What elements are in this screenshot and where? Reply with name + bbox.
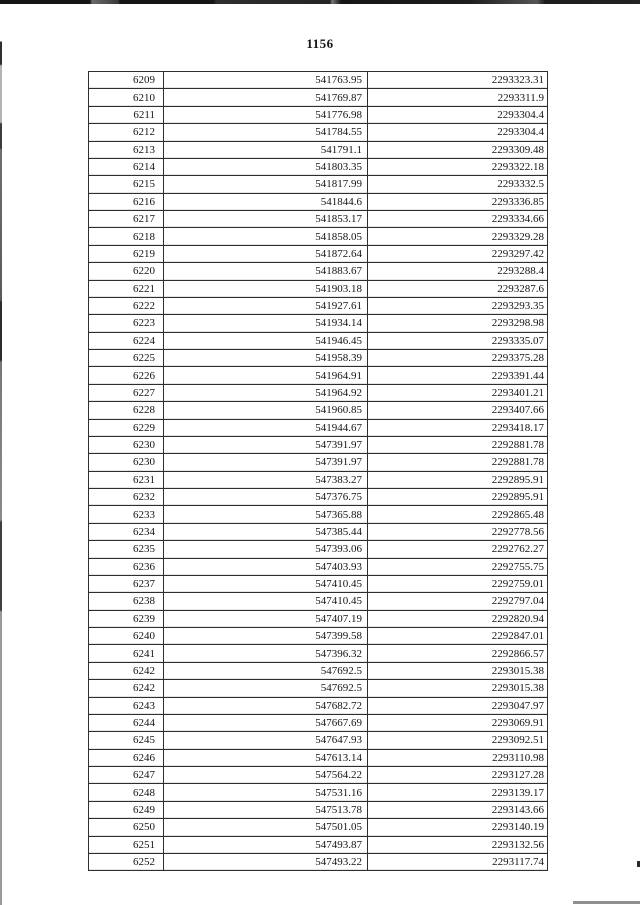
table-row [89,749,548,766]
table-cell: 2292755.75 [368,558,548,575]
table-cell: 547396.32 [164,645,368,662]
table-body [89,72,548,871]
table-cell: 6235 [89,541,164,558]
table-cell: 6251 [89,836,164,853]
table-row [89,106,548,123]
table-cell: 541883.67 [164,263,368,280]
table-cell: 6225 [89,350,164,367]
table-cell: 2293297.42 [368,245,548,262]
table-cell: 541958.39 [164,350,368,367]
table-row [89,436,548,453]
table-row [89,680,548,697]
table-cell: 6232 [89,489,164,506]
table-cell: 2293110.98 [368,749,548,766]
table-row [89,836,548,853]
table-cell: 6230 [89,454,164,471]
table-cell: 2293329.28 [368,228,548,245]
table-cell: 541803.35 [164,158,368,175]
table-row [89,367,548,384]
table-cell: 2292762.27 [368,541,548,558]
table-row [89,558,548,575]
table-cell: 2292895.91 [368,489,548,506]
table-cell: 547410.45 [164,593,368,610]
table-row [89,454,548,471]
table-cell: 2293092.51 [368,732,548,749]
table-cell: 6247 [89,767,164,784]
table-cell: 547399.58 [164,628,368,645]
table-cell: 2293298.98 [368,315,548,332]
table-cell: 541791.1 [164,141,368,158]
table-row [89,575,548,592]
table-row [89,610,548,627]
table-cell: 547385.44 [164,523,368,540]
table-cell: 547493.22 [164,853,368,870]
table-row [89,176,548,193]
table-cell: 6241 [89,645,164,662]
table-cell: 547407.19 [164,610,368,627]
table-cell: 6242 [89,680,164,697]
table-cell: 6226 [89,367,164,384]
page-number: 1156 [306,36,334,51]
table-cell: 6218 [89,228,164,245]
table-cell: 6213 [89,141,164,158]
table-cell: 547393.06 [164,541,368,558]
table-cell: 2293375.28 [368,350,548,367]
table-row [89,662,548,679]
table-cell: 6252 [89,853,164,870]
table-cell: 2293322.18 [368,158,548,175]
table-cell: 547682.72 [164,697,368,714]
table-cell: 2292866.57 [368,645,548,662]
table-row [89,801,548,818]
table-cell: 6227 [89,384,164,401]
table-cell: 2293287.6 [368,280,548,297]
table-cell: 2293139.17 [368,784,548,801]
table-cell: 6224 [89,332,164,349]
table-row [89,350,548,367]
table-cell: 541784.55 [164,124,368,141]
table-cell: 6243 [89,697,164,714]
table-row [89,506,548,523]
table-cell: 541853.17 [164,211,368,228]
table-cell: 2293401.21 [368,384,548,401]
table-row [89,541,548,558]
table-cell: 547564.22 [164,767,368,784]
table-cell: 2293304.4 [368,106,548,123]
table-row [89,124,548,141]
table-cell: 2293015.38 [368,680,548,697]
table-row [89,819,548,836]
table-cell: 541858.05 [164,228,368,245]
table-row [89,732,548,749]
table-cell: 541964.92 [164,384,368,401]
table-cell: 2293015.38 [368,662,548,679]
table-cell: 547376.75 [164,489,368,506]
table-cell: 547513.78 [164,801,368,818]
table-cell: 2293304.4 [368,124,548,141]
table-cell: 6228 [89,402,164,419]
table-cell: 2293069.91 [368,714,548,731]
table-cell: 2292778.56 [368,523,548,540]
table-row [89,193,548,210]
table-cell: 6249 [89,801,164,818]
table-cell: 541872.64 [164,245,368,262]
table-cell: 541964.91 [164,367,368,384]
table-cell: 6244 [89,714,164,731]
table-cell: 6210 [89,89,164,106]
table-cell: 6248 [89,784,164,801]
table-row [89,697,548,714]
table-cell: 541769.87 [164,89,368,106]
table-cell: 6250 [89,819,164,836]
table-row [89,297,548,314]
table-cell: 541763.95 [164,72,368,89]
table-row [89,228,548,245]
table-cell: 541960.85 [164,402,368,419]
table-cell: 2292881.78 [368,436,548,453]
table-row [89,784,548,801]
table-cell: 6216 [89,193,164,210]
table-cell: 2293323.31 [368,72,548,89]
table-cell: 6219 [89,245,164,262]
table-row [89,384,548,401]
table-row [89,141,548,158]
table-cell: 2292881.78 [368,454,548,471]
table-row [89,332,548,349]
table-row [89,853,548,870]
table-cell: 2293336.85 [368,193,548,210]
table-cell: 6238 [89,593,164,610]
table-cell: 2293311.9 [368,89,548,106]
table-row [89,645,548,662]
table-cell: 547667.69 [164,714,368,731]
table-cell: 2293407.66 [368,402,548,419]
table-cell: 2293418.17 [368,419,548,436]
table-cell: 6230 [89,436,164,453]
table-cell: 547692.5 [164,662,368,679]
table-cell: 2293127.28 [368,767,548,784]
table-cell: 6240 [89,628,164,645]
table-cell: 547692.5 [164,680,368,697]
table-row [89,263,548,280]
table-row [89,471,548,488]
table-cell: 547383.27 [164,471,368,488]
table-cell: 2293335.07 [368,332,548,349]
table-cell: 547613.14 [164,749,368,766]
table-row [89,245,548,262]
table-cell: 6221 [89,280,164,297]
table-row [89,767,548,784]
table-cell: 6220 [89,263,164,280]
table-cell: 6209 [89,72,164,89]
table-cell: 6242 [89,662,164,679]
table-cell: 547391.97 [164,454,368,471]
table-cell: 2292895.91 [368,471,548,488]
table-cell: 2293288.4 [368,263,548,280]
table-cell: 541844.6 [164,193,368,210]
table-cell: 6237 [89,575,164,592]
table-cell: 2292865.48 [368,506,548,523]
table-cell: 2293332.5 [368,176,548,193]
table-cell: 2293117.74 [368,853,548,870]
table-cell: 2293309.48 [368,141,548,158]
table-row [89,523,548,540]
table-cell: 541934.14 [164,315,368,332]
table-row [89,315,548,332]
table-cell: 2293391.44 [368,367,548,384]
table-cell: 6215 [89,176,164,193]
table-cell: 2293143.66 [368,801,548,818]
table-cell: 6246 [89,749,164,766]
table-cell: 2292820.94 [368,610,548,627]
table-cell: 6231 [89,471,164,488]
table-cell: 547391.97 [164,436,368,453]
table-cell: 547647.93 [164,732,368,749]
table-cell: 541776.98 [164,106,368,123]
table-row [89,211,548,228]
table-cell: 6245 [89,732,164,749]
table-row [89,489,548,506]
table-row [89,72,548,89]
table-cell: 6211 [89,106,164,123]
table-cell: 547493.87 [164,836,368,853]
table-cell: 547365.88 [164,506,368,523]
table-row [89,628,548,645]
table-cell: 2293132.56 [368,836,548,853]
table-row [89,402,548,419]
table-cell: 547403.93 [164,558,368,575]
table-cell: 6217 [89,211,164,228]
table-cell: 547410.45 [164,575,368,592]
table-row [89,593,548,610]
table-cell: 547501.05 [164,819,368,836]
table-cell: 6229 [89,419,164,436]
table-cell: 6214 [89,158,164,175]
table-cell: 6233 [89,506,164,523]
scan-artifact-top-edge [0,0,640,4]
table-cell: 2292797.04 [368,593,548,610]
scan-artifact-bottom-edge [573,901,640,904]
table-cell: 547531.16 [164,784,368,801]
table-cell: 541927.61 [164,297,368,314]
table-cell: 6236 [89,558,164,575]
table-cell: 2292847.01 [368,628,548,645]
table-cell: 2293047.97 [368,697,548,714]
table-cell: 6222 [89,297,164,314]
table-cell: 2293334.66 [368,211,548,228]
table-row [89,714,548,731]
table-cell: 541944.67 [164,419,368,436]
table-row [89,158,548,175]
table-cell: 6212 [89,124,164,141]
table-cell: 541946.45 [164,332,368,349]
table-cell: 541817.99 [164,176,368,193]
table-cell: 2292759.01 [368,575,548,592]
table-cell: 6234 [89,523,164,540]
table-cell: 6223 [89,315,164,332]
table-cell: 2293293.35 [368,297,548,314]
table-row [89,280,548,297]
scan-artifact-left-edge [0,0,2,905]
table-cell: 541903.18 [164,280,368,297]
table-row [89,419,548,436]
table-row [89,89,548,106]
coordinate-table [88,71,548,871]
table-cell: 2293140.19 [368,819,548,836]
table-cell: 6239 [89,610,164,627]
